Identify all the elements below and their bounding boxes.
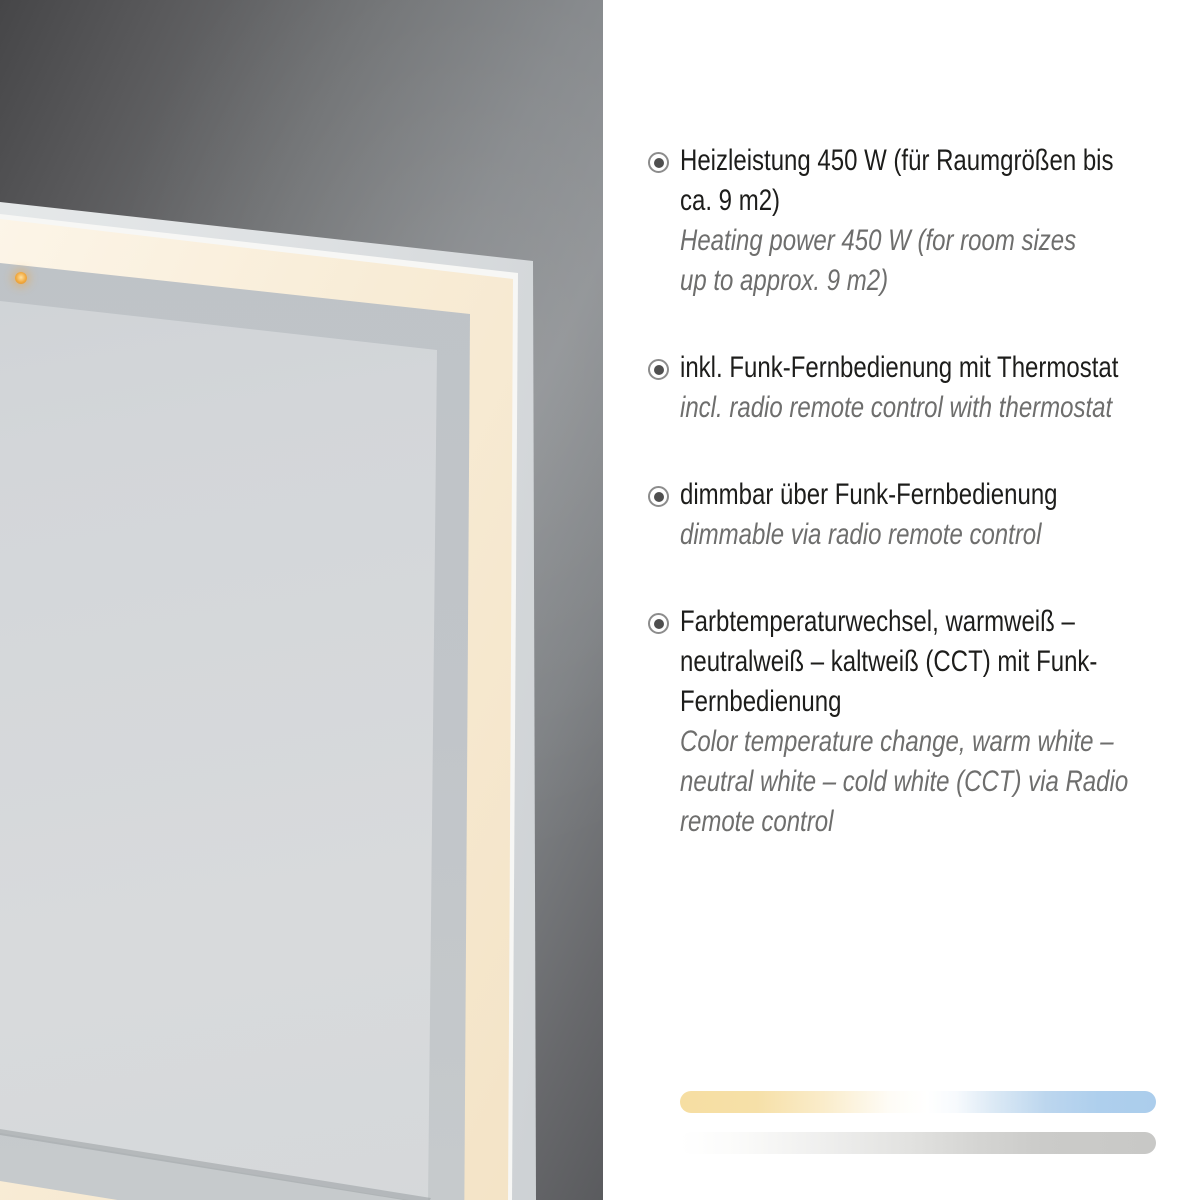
radio-bullet-icon: [648, 152, 669, 173]
feature-text-en: Heating power 450 W (for room sizes: [680, 224, 1077, 257]
radio-bullet-icon: [648, 613, 669, 634]
feature-list: [648, 141, 1178, 889]
feature-text-de: dimmbar über Funk-Fernbedienung: [680, 478, 1058, 511]
radio-bullet-icon: [648, 359, 669, 380]
feature-text: [680, 141, 1178, 301]
feature-text-de: inkl. Funk-Fernbedienung mit Thermostat: [680, 351, 1119, 384]
feature-text-de: Farbtemperaturwechsel, warmweiß –: [680, 605, 1075, 638]
radio-bullet-icon: [648, 486, 669, 507]
feature-text-en: remote control: [680, 805, 834, 838]
feature-text-en: incl. radio remote control with thermostat: [680, 391, 1113, 424]
feature-item-remote-thermostat: [648, 348, 1178, 428]
feature-item-dimmable: [648, 475, 1178, 555]
feature-text: [680, 348, 1178, 428]
dimming-gradient-bar: [680, 1132, 1156, 1154]
feature-text-en: neutral white – cold white (CCT) via Radio: [680, 765, 1129, 798]
cct-gradient-bar: [680, 1091, 1156, 1113]
feature-text-de: ca. 9 m2): [680, 184, 781, 217]
feature-text-de: Fernbedienung: [680, 685, 842, 718]
feature-text: [680, 475, 1178, 555]
feature-item-cct: [648, 602, 1178, 842]
feature-text-en: dimmable via radio remote control: [680, 518, 1042, 551]
feature-item-heating-power: [648, 141, 1178, 301]
feature-text-en: Color temperature change, warm white –: [680, 725, 1114, 758]
feature-text-en: up to approx. 9 m2): [680, 264, 889, 297]
led-indicator-dot: [15, 272, 27, 284]
feature-text: [680, 602, 1178, 842]
feature-text-de: Heizleistung 450 W (für Raumgrößen bis: [680, 144, 1114, 177]
feature-text-de: neutralweiß – kaltweiß (CCT) mit Funk-: [680, 645, 1098, 678]
